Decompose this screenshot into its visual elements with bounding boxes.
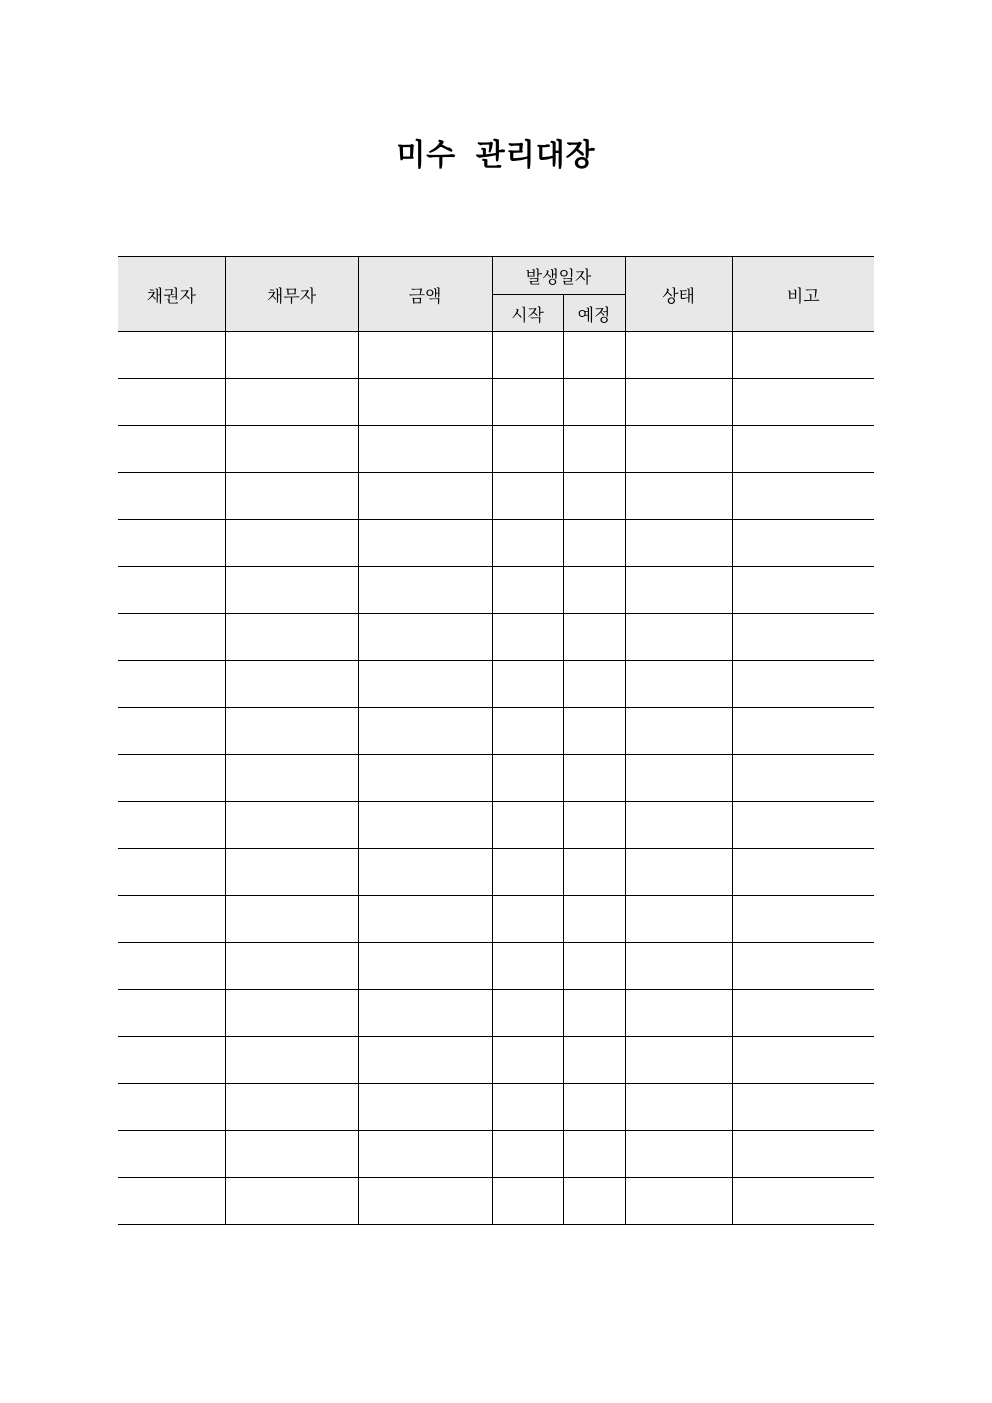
cell-scheduled[interactable] [563, 426, 625, 473]
table-row [118, 1178, 874, 1225]
cell-status[interactable] [625, 1037, 732, 1084]
cell-scheduled[interactable] [563, 473, 625, 520]
cell-start[interactable] [492, 943, 563, 990]
cell-remarks[interactable] [732, 567, 874, 614]
cell-debtor[interactable] [225, 379, 358, 426]
table-row [118, 990, 874, 1037]
cell-scheduled[interactable] [563, 802, 625, 849]
cell-start[interactable] [492, 567, 563, 614]
cell-amount[interactable] [358, 990, 492, 1037]
cell-start[interactable] [492, 755, 563, 802]
cell-debtor[interactable] [225, 802, 358, 849]
cell-creditor[interactable] [118, 426, 225, 473]
cell-status[interactable] [625, 849, 732, 896]
cell-debtor[interactable] [225, 520, 358, 567]
table-row [118, 473, 874, 520]
cell-remarks[interactable] [732, 1131, 874, 1178]
cell-scheduled[interactable] [563, 708, 625, 755]
cell-creditor[interactable] [118, 990, 225, 1037]
cell-scheduled[interactable] [563, 1178, 625, 1225]
cell-creditor[interactable] [118, 379, 225, 426]
cell-scheduled[interactable] [563, 1037, 625, 1084]
cell-amount[interactable] [358, 379, 492, 426]
cell-remarks[interactable] [732, 614, 874, 661]
cell-start[interactable] [492, 661, 563, 708]
cell-creditor[interactable] [118, 943, 225, 990]
cell-debtor[interactable] [225, 708, 358, 755]
table-row [118, 896, 874, 943]
cell-remarks[interactable] [732, 849, 874, 896]
cell-start[interactable] [492, 896, 563, 943]
cell-remarks[interactable] [732, 379, 874, 426]
cell-amount[interactable] [358, 473, 492, 520]
table-row [118, 802, 874, 849]
cell-scheduled[interactable] [563, 990, 625, 1037]
cell-scheduled[interactable] [563, 332, 625, 379]
cell-remarks[interactable] [732, 661, 874, 708]
cell-remarks[interactable] [732, 1084, 874, 1131]
cell-amount[interactable] [358, 567, 492, 614]
cell-status[interactable] [625, 896, 732, 943]
table-row [118, 426, 874, 473]
table-row [118, 755, 874, 802]
cell-scheduled[interactable] [563, 943, 625, 990]
header-scheduled: 예정 [563, 295, 625, 332]
cell-amount[interactable] [358, 943, 492, 990]
cell-debtor[interactable] [225, 1084, 358, 1131]
receivables-ledger-table [118, 256, 874, 1225]
cell-scheduled[interactable] [563, 520, 625, 567]
cell-remarks[interactable] [732, 1037, 874, 1084]
cell-scheduled[interactable] [563, 896, 625, 943]
cell-status[interactable] [625, 990, 732, 1037]
cell-scheduled[interactable] [563, 849, 625, 896]
cell-amount[interactable] [358, 1178, 492, 1225]
cell-start[interactable] [492, 849, 563, 896]
cell-creditor[interactable] [118, 896, 225, 943]
cell-creditor[interactable] [118, 473, 225, 520]
cell-debtor[interactable] [225, 661, 358, 708]
cell-creditor[interactable] [118, 1178, 225, 1225]
cell-debtor[interactable] [225, 755, 358, 802]
cell-amount[interactable] [358, 849, 492, 896]
table-row [118, 614, 874, 661]
cell-amount[interactable] [358, 426, 492, 473]
cell-debtor[interactable] [225, 943, 358, 990]
cell-amount[interactable] [358, 520, 492, 567]
cell-scheduled[interactable] [563, 661, 625, 708]
table-row [118, 520, 874, 567]
cell-status[interactable] [625, 1178, 732, 1225]
cell-amount[interactable] [358, 755, 492, 802]
cell-creditor[interactable] [118, 661, 225, 708]
header-start: 시작 [492, 295, 563, 332]
cell-remarks[interactable] [732, 426, 874, 473]
cell-scheduled[interactable] [563, 1084, 625, 1131]
table-row [118, 332, 874, 379]
cell-status[interactable] [625, 1131, 732, 1178]
cell-remarks[interactable] [732, 990, 874, 1037]
cell-start[interactable] [492, 426, 563, 473]
cell-debtor[interactable] [225, 567, 358, 614]
cell-start[interactable] [492, 1178, 563, 1225]
cell-start[interactable] [492, 614, 563, 661]
header-occurrence-date: 발생일자 [492, 257, 625, 295]
cell-scheduled[interactable] [563, 614, 625, 661]
cell-creditor[interactable] [118, 567, 225, 614]
cell-creditor[interactable] [118, 802, 225, 849]
cell-start[interactable] [492, 1131, 563, 1178]
cell-creditor[interactable] [118, 332, 225, 379]
header-debtor: 채무자 [225, 257, 358, 332]
cell-debtor[interactable] [225, 1131, 358, 1178]
cell-scheduled[interactable] [563, 755, 625, 802]
table-row [118, 379, 874, 426]
cell-creditor[interactable] [118, 520, 225, 567]
cell-start[interactable] [492, 1084, 563, 1131]
cell-start[interactable] [492, 379, 563, 426]
cell-scheduled[interactable] [563, 1131, 625, 1178]
cell-creditor[interactable] [118, 849, 225, 896]
cell-debtor[interactable] [225, 1037, 358, 1084]
cell-debtor[interactable] [225, 614, 358, 661]
cell-amount[interactable] [358, 661, 492, 708]
table-row [118, 567, 874, 614]
table-row [118, 1037, 874, 1084]
table-header [118, 257, 874, 332]
cell-amount[interactable] [358, 1131, 492, 1178]
cell-remarks[interactable] [732, 755, 874, 802]
cell-start[interactable] [492, 1037, 563, 1084]
cell-amount[interactable] [358, 332, 492, 379]
cell-status[interactable] [625, 1084, 732, 1131]
cell-remarks[interactable] [732, 802, 874, 849]
cell-remarks[interactable] [732, 943, 874, 990]
cell-remarks[interactable] [732, 1178, 874, 1225]
cell-debtor[interactable] [225, 896, 358, 943]
table-row [118, 708, 874, 755]
cell-creditor[interactable] [118, 755, 225, 802]
cell-start[interactable] [492, 473, 563, 520]
cell-status[interactable] [625, 943, 732, 990]
header-status: 상태 [625, 257, 732, 332]
cell-amount[interactable] [358, 708, 492, 755]
table-row [118, 1084, 874, 1131]
cell-status[interactable] [625, 426, 732, 473]
cell-remarks[interactable] [732, 520, 874, 567]
cell-creditor[interactable] [118, 708, 225, 755]
cell-status[interactable] [625, 332, 732, 379]
cell-status[interactable] [625, 614, 732, 661]
cell-status[interactable] [625, 379, 732, 426]
cell-amount[interactable] [358, 802, 492, 849]
header-creditor: 채권자 [118, 257, 225, 332]
cell-debtor[interactable] [225, 426, 358, 473]
table-row [118, 661, 874, 708]
cell-scheduled[interactable] [563, 567, 625, 614]
table-row [118, 1131, 874, 1178]
cell-start[interactable] [492, 990, 563, 1037]
table-row [118, 943, 874, 990]
cell-status[interactable] [625, 473, 732, 520]
cell-status[interactable] [625, 520, 732, 567]
cell-remarks[interactable] [732, 708, 874, 755]
cell-creditor[interactable] [118, 614, 225, 661]
cell-status[interactable] [625, 708, 732, 755]
cell-status[interactable] [625, 661, 732, 708]
cell-scheduled[interactable] [563, 379, 625, 426]
cell-remarks[interactable] [732, 332, 874, 379]
header-remarks: 비고 [732, 257, 874, 332]
cell-status[interactable] [625, 755, 732, 802]
cell-creditor[interactable] [118, 1131, 225, 1178]
cell-debtor[interactable] [225, 990, 358, 1037]
cell-amount[interactable] [358, 1084, 492, 1131]
cell-debtor[interactable] [225, 849, 358, 896]
cell-debtor[interactable] [225, 1178, 358, 1225]
page-title: 미수 관리대장 [396, 138, 596, 173]
cell-creditor[interactable] [118, 1037, 225, 1084]
header-amount: 금액 [358, 257, 492, 332]
cell-amount[interactable] [358, 896, 492, 943]
cell-debtor[interactable] [225, 473, 358, 520]
cell-amount[interactable] [358, 614, 492, 661]
table-row [118, 849, 874, 896]
cell-start[interactable] [492, 708, 563, 755]
table-body [118, 332, 874, 1225]
cell-status[interactable] [625, 802, 732, 849]
cell-debtor[interactable] [225, 332, 358, 379]
cell-creditor[interactable] [118, 1084, 225, 1131]
cell-remarks[interactable] [732, 473, 874, 520]
cell-remarks[interactable] [732, 896, 874, 943]
cell-start[interactable] [492, 802, 563, 849]
cell-amount[interactable] [358, 1037, 492, 1084]
cell-start[interactable] [492, 332, 563, 379]
cell-status[interactable] [625, 567, 732, 614]
cell-start[interactable] [492, 520, 563, 567]
